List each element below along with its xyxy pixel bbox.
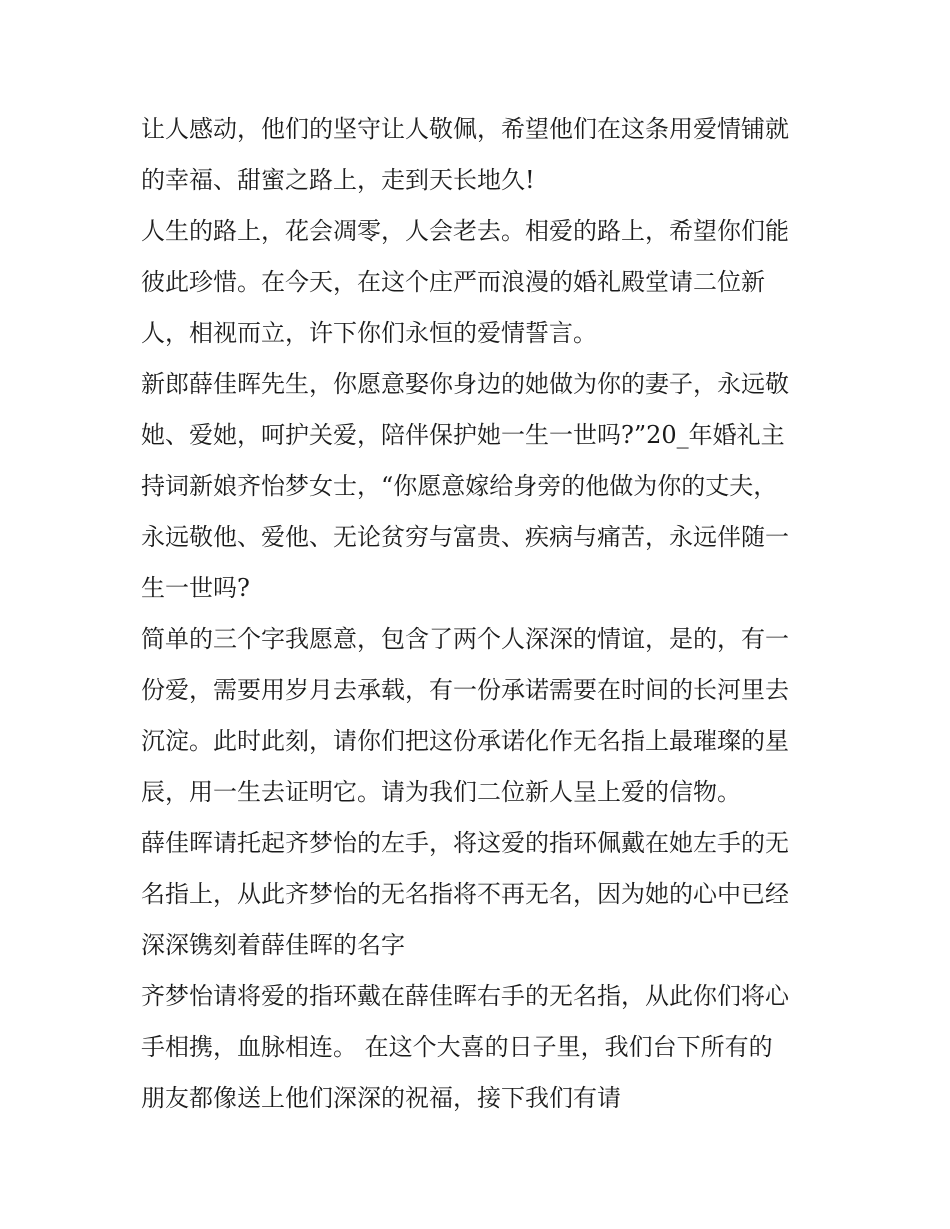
text-line: 朋友都像送上他们深深的祝福，接下我们有请 xyxy=(141,1084,621,1112)
text-line: 名指上，从此齐梦怡的无名指将不再无名，因为她的心中已经 xyxy=(141,880,789,908)
text-line: 人，相视而立，许下你们永恒的爱情誓言。 xyxy=(141,319,597,347)
text-line: 持词新娘齐怡梦女士，“你愿意嫁给身旁的他做为你的丈夫， xyxy=(141,472,778,500)
text-line: 她、爱她，呵护关爱，陪伴保护她一生一世吗?”20_年婚礼主 xyxy=(141,421,785,449)
text-line: 生一世吗? xyxy=(141,574,250,602)
text-line: 彼此珍惜。在今天，在这个庄严而浪漫的婚礼殿堂请二位新 xyxy=(141,268,765,296)
text-line: 简单的三个字我愿意，包含了两个人深深的情谊，是的，有一 xyxy=(141,625,789,653)
text-line: 人生的路上，花会凋零，人会老去。相爱的路上，希望你们能 xyxy=(141,217,789,245)
text-line: 深深镌刻着薛佳晖的名字 xyxy=(141,931,405,959)
text-line: 份爱，需要用岁月去承载，有一份承诺需要在时间的长河里去 xyxy=(141,676,789,704)
document-body xyxy=(141,104,821,1124)
text-line: 让人感动，他们的坚守让人敬佩，希望他们在这条用爱情铺就 xyxy=(141,115,789,143)
text-line: 的幸福、甜蜜之路上，走到天长地久! xyxy=(141,166,535,194)
text-line: 永远敬他、爱他、无论贫穷与富贵、疾病与痛苦，永远伴随一 xyxy=(141,523,789,551)
text-line: 薛佳晖请托起齐梦怡的左手，将这爱的指环佩戴在她左手的无 xyxy=(141,829,789,857)
text-line: 沉淀。此时此刻，请你们把这份承诺化作无名指上最璀璨的星 xyxy=(141,727,789,755)
text-line: 新郎薛佳晖先生，你愿意娶你身边的她做为你的妻子，永远敬 xyxy=(141,370,789,398)
text-line: 齐梦怡请将爱的指环戴在薛佳晖右手的无名指，从此你们将心 xyxy=(141,982,789,1010)
text-line: 辰，用一生去证明它。请为我们二位新人呈上爱的信物。 xyxy=(141,778,741,806)
text-line: 手相携，血脉相连。 在这个大喜的日子里，我们台下所有的 xyxy=(141,1033,773,1061)
